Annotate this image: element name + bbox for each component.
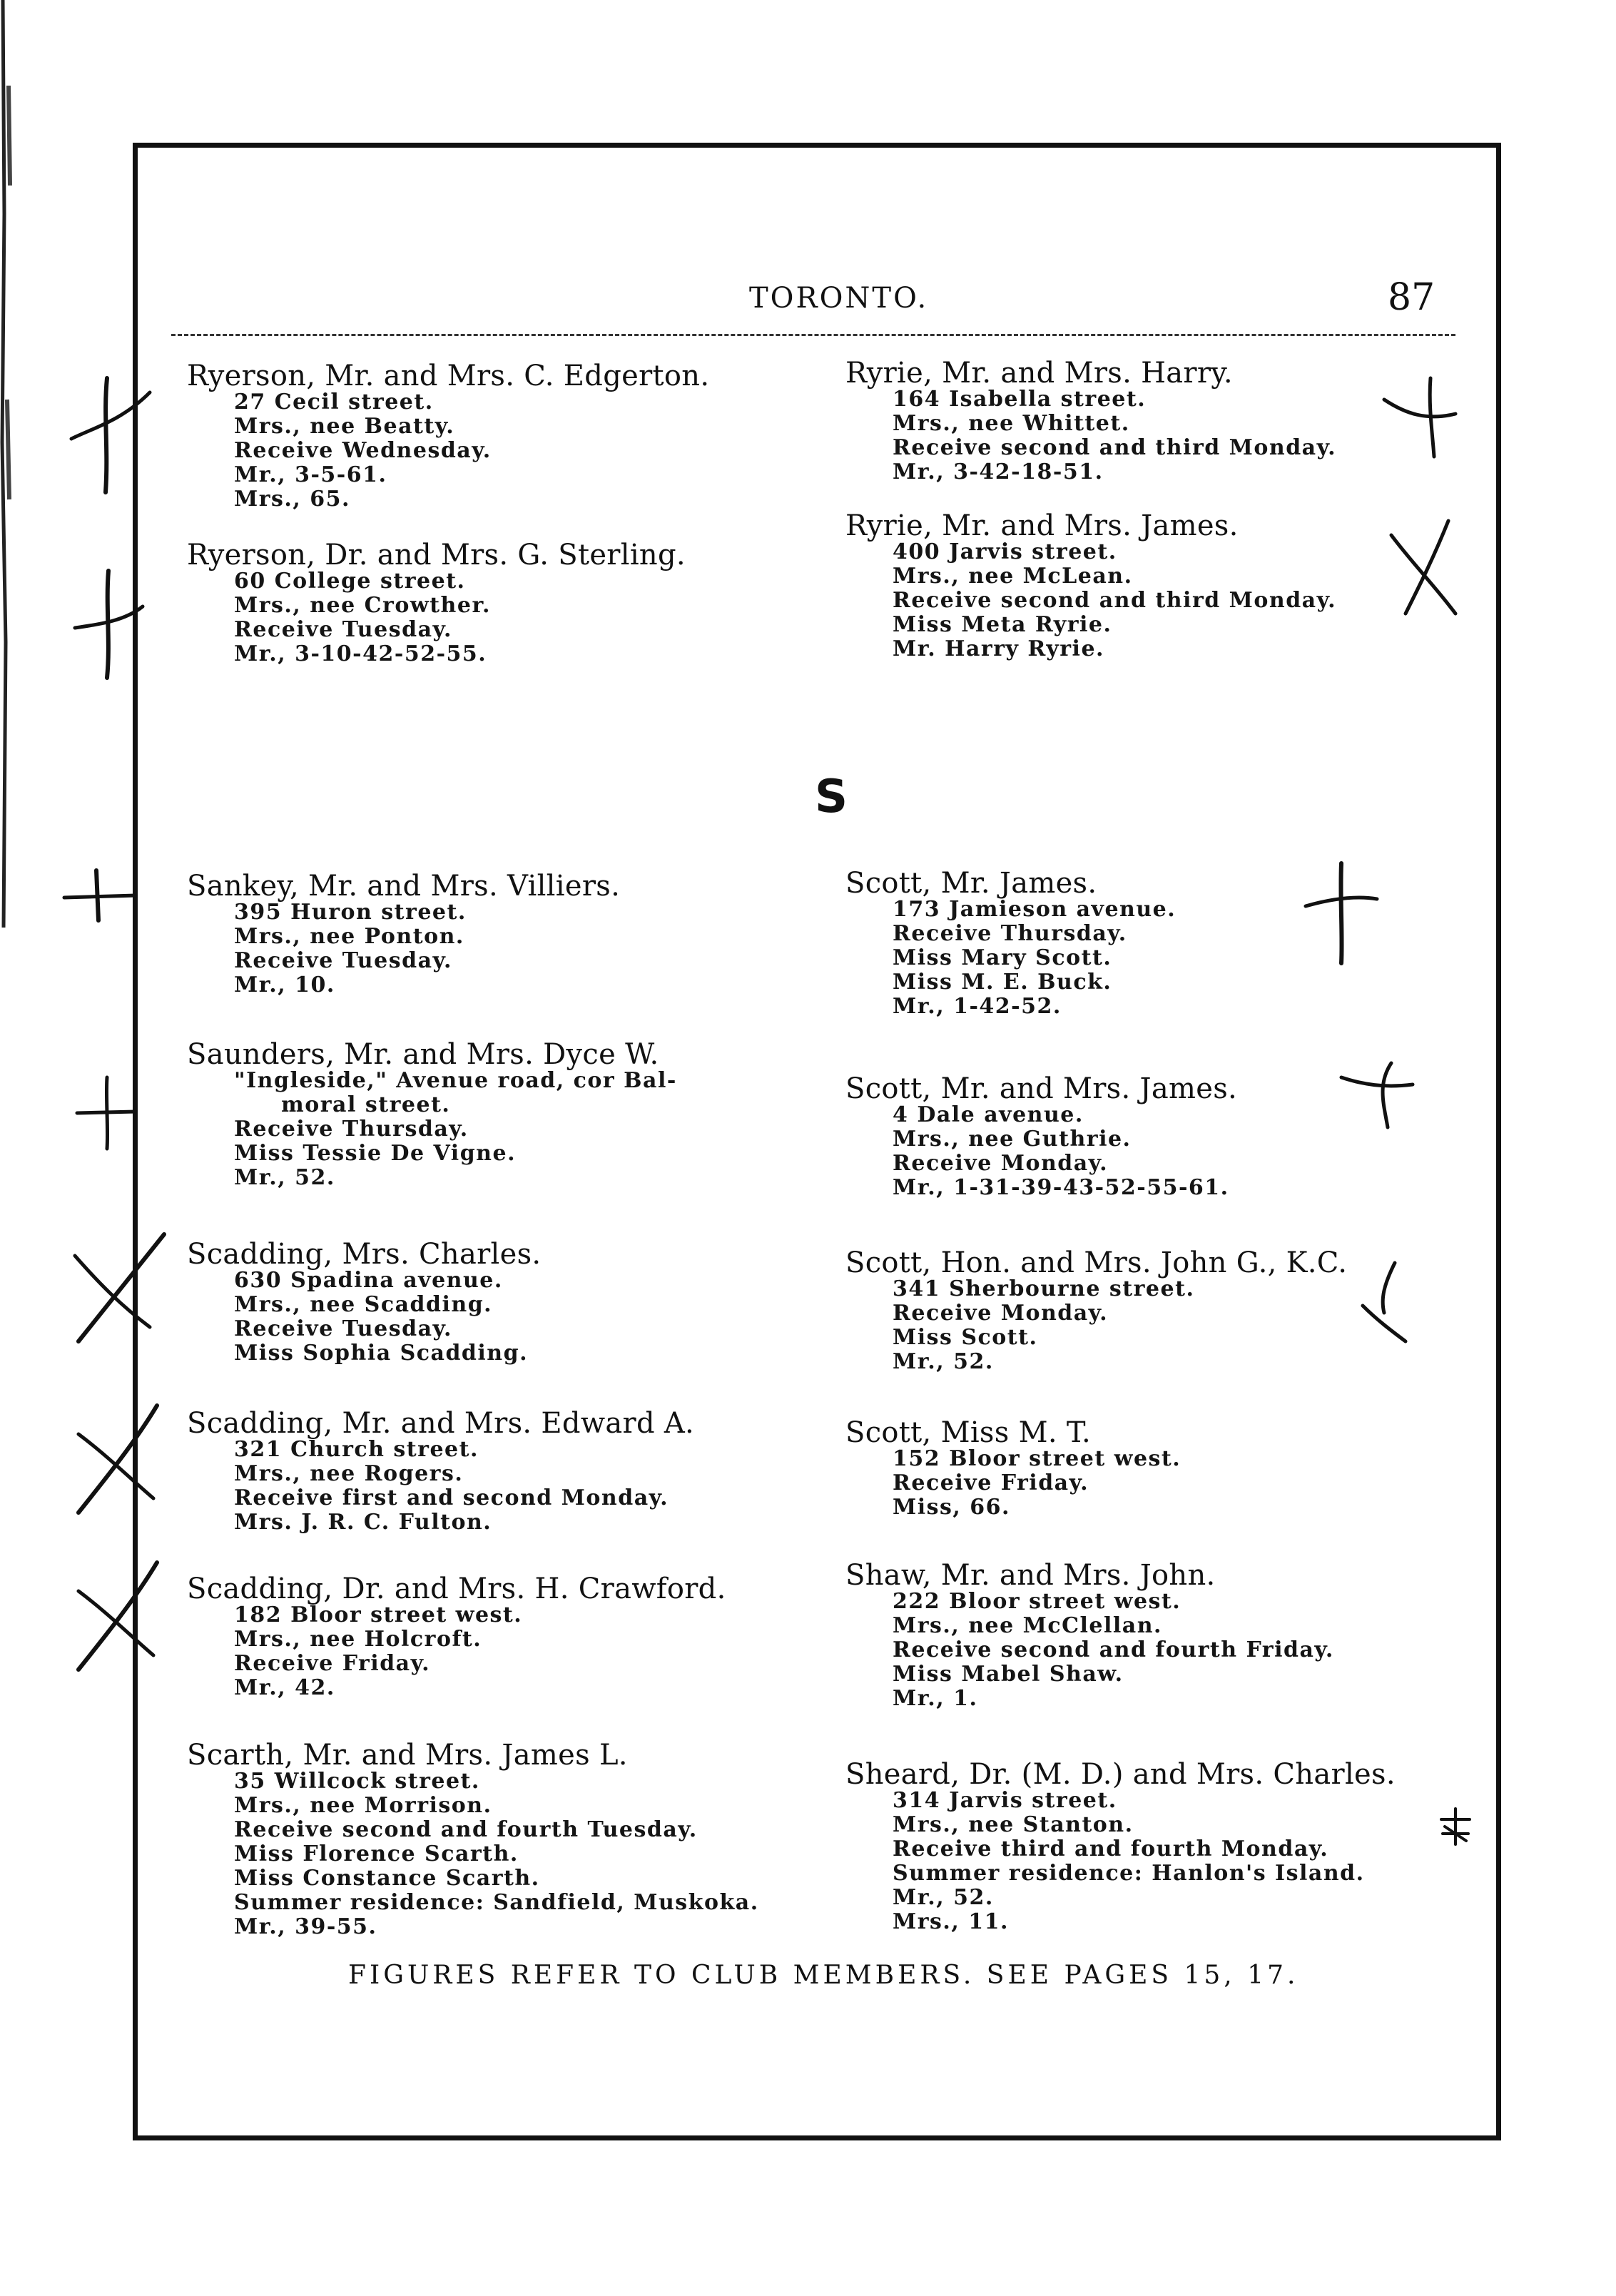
entry-line: Miss Constance Scarth. bbox=[234, 1866, 540, 1891]
entry-line: Receive second and third Monday. bbox=[893, 588, 1337, 613]
handwritten-check-mark bbox=[1377, 371, 1463, 464]
running-title: TORONTO. bbox=[749, 282, 929, 315]
handwritten-x-mark bbox=[64, 1555, 171, 1677]
entry-line: Receive Friday. bbox=[234, 1651, 431, 1676]
directory-entry bbox=[187, 1240, 836, 1366]
page-footer: FIGURES REFER TO CLUB MEMBERS. SEE PAGES 15, 17. bbox=[348, 1961, 1299, 1990]
entry-line: Summer residence: Hanlon's Island. bbox=[893, 1861, 1365, 1886]
entry-line: Mrs., nee Scadding. bbox=[234, 1292, 493, 1317]
handwritten-cross-mark bbox=[64, 371, 157, 499]
handwritten-cross-mark bbox=[57, 863, 143, 928]
entry-name: Scadding, Dr. and Mrs. H. Crawford. bbox=[187, 1573, 726, 1605]
entry-line: Receive Friday. bbox=[893, 1470, 1089, 1495]
entry-line: Mr., 39-55. bbox=[234, 1914, 377, 1939]
entry-line: Mrs., 11. bbox=[893, 1909, 1009, 1934]
entry-line: Receive Monday. bbox=[893, 1151, 1109, 1176]
directory-entry bbox=[187, 362, 836, 512]
handwritten-check-mark bbox=[1341, 1256, 1413, 1348]
header-rule bbox=[171, 334, 1455, 336]
section-letter: S bbox=[815, 771, 848, 823]
entry-line: 60 College street. bbox=[234, 569, 466, 594]
entry-line: 27 Cecil street. bbox=[234, 390, 434, 415]
entry-line: 630 Spadina avenue. bbox=[234, 1268, 503, 1293]
entry-line: Miss Meta Ryrie. bbox=[893, 612, 1112, 637]
entry-line: Mrs., nee Guthrie. bbox=[893, 1127, 1132, 1152]
entry-line: Mr., 1-42-52. bbox=[893, 994, 1062, 1019]
entry-line: Mr., 3-42-18-51. bbox=[893, 459, 1104, 484]
entry-line: Receive Tuesday. bbox=[234, 948, 452, 973]
entry-name: Scott, Mr. and Mrs. James. bbox=[845, 1072, 1238, 1105]
entry-name: Ryrie, Mr. and Mrs. James. bbox=[845, 509, 1239, 542]
entry-name: Ryerson, Dr. and Mrs. G. Sterling. bbox=[187, 539, 686, 572]
entry-line: Mr., 52. bbox=[893, 1349, 994, 1374]
entry-line: "Ingleside," Avenue road, cor Bal- bbox=[234, 1068, 677, 1093]
entry-line: Mrs., nee McLean. bbox=[893, 564, 1133, 589]
entry-line: Mrs., nee Crowther. bbox=[234, 593, 491, 618]
entry-line: Miss, 66. bbox=[893, 1495, 1010, 1520]
directory-entry bbox=[845, 869, 1495, 1019]
entry-line: Miss M. E. Buck. bbox=[893, 970, 1112, 995]
entry-line: Miss Florence Scarth. bbox=[234, 1842, 519, 1866]
entry-line: Receive first and second Monday. bbox=[234, 1485, 669, 1510]
entry-line: Mr., 1. bbox=[893, 1686, 978, 1711]
entry-line: Receive Tuesday. bbox=[234, 1316, 452, 1341]
directory-entry bbox=[845, 1760, 1495, 1934]
directory-entry bbox=[845, 1561, 1495, 1711]
entry-line: Mr., 1-31-39-43-52-55-61. bbox=[893, 1175, 1229, 1200]
entry-line: 400 Jarvis street. bbox=[893, 539, 1117, 564]
entry-line: Mrs., 65. bbox=[234, 487, 350, 512]
entry-line: 341 Sherbourne street. bbox=[893, 1276, 1195, 1301]
entry-line: Mrs., nee Whittet. bbox=[893, 411, 1130, 436]
entry-line: 35 Willcock street. bbox=[234, 1769, 480, 1794]
entry-line: Receive third and fourth Monday. bbox=[893, 1837, 1329, 1861]
entry-name: Scadding, Mrs. Charles. bbox=[187, 1238, 542, 1271]
entry-line: Receive second and fourth Tuesday. bbox=[234, 1817, 698, 1842]
entry-line: Mrs. J. R. C. Fulton. bbox=[234, 1510, 492, 1535]
directory-entry bbox=[187, 541, 836, 666]
handwritten-check-mark bbox=[1334, 1056, 1420, 1134]
handwritten-cross-mark bbox=[1299, 856, 1384, 970]
entry-line: 321 Church street. bbox=[234, 1437, 479, 1462]
entry-line: Mr., 10. bbox=[234, 972, 335, 997]
entry-line: Mrs., nee Ponton. bbox=[234, 924, 464, 949]
handwritten-cross-mark bbox=[64, 564, 157, 685]
entry-name: Scott, Miss M. T. bbox=[845, 1416, 1091, 1449]
entry-line: Mrs., nee Holcroft. bbox=[234, 1627, 482, 1652]
entry-name: Sheard, Dr. (M. D.) and Mrs. Charles. bbox=[845, 1758, 1396, 1791]
entry-name: Ryerson, Mr. and Mrs. C. Edgerton. bbox=[187, 360, 710, 392]
entry-line: Miss Mabel Shaw. bbox=[893, 1662, 1124, 1687]
entry-name: Scadding, Mr. and Mrs. Edward A. bbox=[187, 1407, 695, 1440]
handwritten-check-mark bbox=[1377, 514, 1470, 621]
running-head bbox=[0, 276, 1616, 325]
entry-line: Receive Monday. bbox=[893, 1301, 1109, 1326]
entry-line: Mr., 3-5-61. bbox=[234, 462, 387, 487]
entry-name: Sankey, Mr. and Mrs. Villiers. bbox=[187, 870, 621, 903]
entry-line: Mrs., nee Beatty. bbox=[234, 414, 455, 439]
entry-name: Ryrie, Mr. and Mrs. Harry. bbox=[845, 357, 1233, 390]
entry-line: 182 Bloor street west. bbox=[234, 1602, 523, 1627]
entry-line: Mrs., nee McClellan. bbox=[893, 1613, 1162, 1638]
directory-entry bbox=[187, 1040, 836, 1190]
entry-line: Receive second and third Monday. bbox=[893, 435, 1337, 460]
entry-line: Mr., 52. bbox=[234, 1165, 335, 1190]
entry-line: Mrs., nee Morrison. bbox=[234, 1793, 492, 1818]
entry-line: 222 Bloor street west. bbox=[893, 1589, 1181, 1614]
entry-line: moral street. bbox=[281, 1092, 451, 1117]
entry-line: Receive Tuesday. bbox=[234, 617, 452, 642]
entry-name: Scarth, Mr. and Mrs. James L. bbox=[187, 1739, 628, 1772]
entry-line: 152 Bloor street west. bbox=[893, 1446, 1181, 1471]
entry-line: Mr., 52. bbox=[893, 1885, 994, 1910]
entry-line: 395 Huron street. bbox=[234, 900, 467, 925]
entry-line: Receive Thursday. bbox=[893, 921, 1127, 946]
entry-line: Mrs., nee Stanton. bbox=[893, 1812, 1134, 1837]
entry-line: 314 Jarvis street. bbox=[893, 1788, 1117, 1813]
directory-entry bbox=[187, 1741, 836, 1939]
scan-edge-artifact bbox=[0, 0, 19, 928]
entry-name: Scott, Hon. and Mrs. John G., K.C. bbox=[845, 1246, 1348, 1279]
entry-name: Saunders, Mr. and Mrs. Dyce W. bbox=[187, 1038, 659, 1071]
entry-line: Receive Wednesday. bbox=[234, 438, 492, 463]
entry-line: Receive second and fourth Friday. bbox=[893, 1637, 1334, 1662]
entry-line: 4 Dale avenue. bbox=[893, 1102, 1084, 1127]
entry-name: Scott, Mr. James. bbox=[845, 867, 1097, 900]
handwritten-cross-mark bbox=[64, 1070, 150, 1156]
entry-line: Summer residence: Sandfield, Muskoka. bbox=[234, 1890, 759, 1915]
entry-line: Miss Scott. bbox=[893, 1325, 1038, 1350]
entry-line: 164 Isabella street. bbox=[893, 387, 1147, 412]
handwritten-x-mark bbox=[64, 1398, 171, 1520]
directory-entry bbox=[187, 1409, 836, 1535]
directory-entry bbox=[187, 1575, 836, 1700]
handwritten-scribble-mark bbox=[1434, 1805, 1477, 1848]
entry-line: Miss Mary Scott. bbox=[893, 945, 1112, 970]
page-number: 87 bbox=[1388, 276, 1435, 319]
entry-line: 173 Jamieson avenue. bbox=[893, 897, 1177, 922]
entry-line: Receive Thursday. bbox=[234, 1117, 469, 1142]
entry-line: Mrs., nee Rogers. bbox=[234, 1461, 464, 1486]
entry-line: Mr., 3-10-42-52-55. bbox=[234, 641, 487, 666]
entry-name: Shaw, Mr. and Mrs. John. bbox=[845, 1559, 1216, 1592]
entry-line: Mr. Harry Ryrie. bbox=[893, 636, 1104, 661]
handwritten-x-mark bbox=[64, 1227, 171, 1348]
entry-line: Miss Tessie De Vigne. bbox=[234, 1141, 517, 1166]
entry-line: Miss Sophia Scadding. bbox=[234, 1341, 529, 1366]
entry-line: Mr., 42. bbox=[234, 1675, 335, 1700]
directory-entry bbox=[845, 1418, 1495, 1520]
directory-entry bbox=[187, 872, 836, 997]
